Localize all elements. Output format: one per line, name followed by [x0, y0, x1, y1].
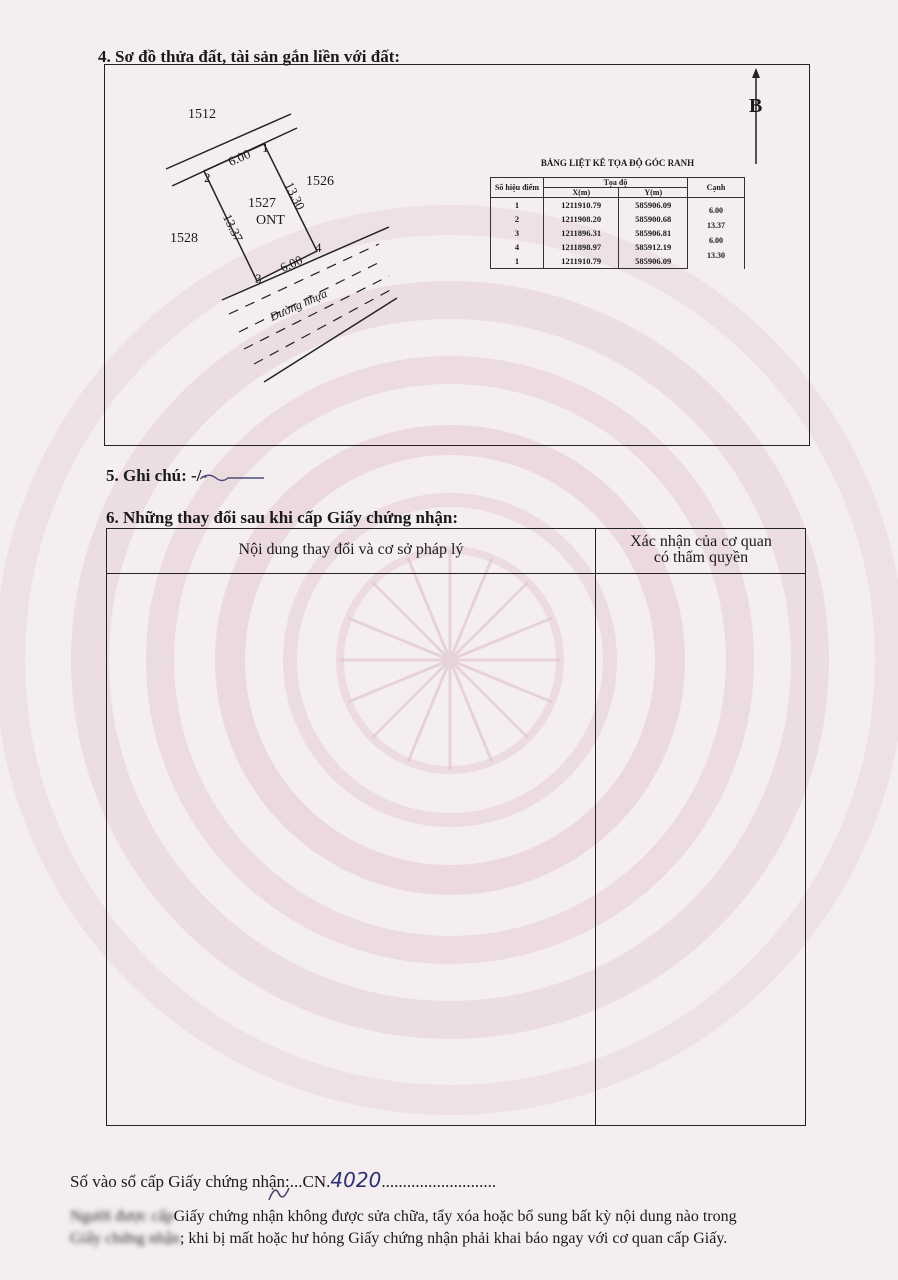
changes-col-content: Nội dung thay đổi và cơ sở pháp lý	[238, 541, 464, 558]
coord-x: 1211908.20	[544, 212, 619, 226]
coord-col-edge: Cạnh	[688, 178, 745, 198]
point-label-4: 4	[315, 240, 322, 255]
register-dots: ...........................	[381, 1172, 497, 1191]
edge-left-length: 13.37	[219, 211, 247, 245]
coord-col-point: Số hiệu điểm	[491, 178, 544, 198]
redacted-text: Giấy chứng nhận	[70, 1230, 180, 1247]
register-label: Số vào sổ cấp Giấy chứng nhận:...CN.	[70, 1172, 331, 1191]
coord-x: 1211898.97	[544, 240, 619, 254]
edge-bottom-length: 6.00	[277, 252, 305, 276]
coord-pt: 4	[491, 240, 544, 254]
coord-y: 585900.68	[619, 212, 688, 226]
edge-value: 13.37	[707, 221, 725, 231]
section6-heading: 6. Những thay đổi sau khi cấp Giấy chứng nhận:	[106, 508, 459, 527]
coord-table-title: BẢNG LIỆT KÊ TỌA ĐỘ GÓC RANH	[540, 158, 695, 168]
coord-x: 1211896.31	[544, 226, 619, 240]
coord-pt: 1	[491, 254, 544, 269]
coord-col-y: Y(m)	[619, 188, 688, 198]
footer-line-1	[70, 1208, 737, 1226]
changes-col-confirmation-line1: Xác nhận của cơ quan	[630, 533, 772, 550]
note-pen-stroke	[198, 470, 268, 486]
point-label-3: 3	[255, 271, 262, 286]
edge-value: 6.00	[709, 206, 723, 216]
footer-text-2: ; khi bị mất hoặc hư hỏng Giấy chứng nhận phải khai báo ngay với cơ quan cấp Giấy.	[179, 1230, 728, 1247]
coord-y: 585906.81	[619, 226, 688, 240]
road-label: Đường nhựa	[267, 286, 330, 324]
parcel-subject-number: 1527	[248, 196, 276, 211]
register-number: 4020	[330, 1168, 382, 1192]
parcel-subject-type: ONT	[256, 213, 285, 228]
coord-y: 585906.09	[619, 254, 688, 269]
coord-col-coord: Tọa độ	[544, 178, 688, 188]
redacted-text: Người được cấp	[70, 1208, 174, 1225]
edge-value: 13.30	[707, 251, 725, 261]
section4-heading: 4. Sơ đồ thửa đất, tài sản gắn liền với đất:	[98, 47, 401, 66]
parcel-north-label: 1512	[188, 107, 216, 122]
coord-y: 585912.19	[619, 240, 688, 254]
coord-col-x: X(m)	[544, 188, 619, 198]
point-label-2: 2	[204, 170, 211, 185]
parcel-east-label: 1526	[306, 174, 334, 189]
footer-text-1: Giấy chứng nhận không được sửa chữa, tẩy xóa hoặc bổ sung bất kỳ nội dung nào trong	[173, 1208, 737, 1225]
coord-y: 585906.09	[619, 198, 688, 213]
coord-x: 1211910.79	[544, 254, 619, 269]
table-row	[491, 198, 745, 213]
signature-mark	[265, 1180, 295, 1204]
changes-col-confirmation	[597, 534, 805, 566]
section5-heading: 5. Ghi chú: -/-	[106, 466, 208, 485]
coord-pt: 1	[491, 198, 544, 213]
coord-table	[490, 177, 745, 269]
coord-pt: 2	[491, 212, 544, 226]
parcel-west-label: 1528	[170, 231, 198, 246]
point-label-1: 1	[262, 140, 269, 155]
coord-pt: 3	[491, 226, 544, 240]
changes-table	[106, 528, 806, 1126]
changes-table-divider	[595, 529, 596, 1125]
edge-top-length: 6.00	[225, 146, 253, 170]
north-label: B	[749, 95, 763, 117]
coord-x: 1211910.79	[544, 198, 619, 213]
edge-value: 6.00	[709, 236, 723, 246]
changes-col-confirmation-line2: có thẩm quyền	[653, 549, 749, 566]
edge-right-length: 13.30	[281, 179, 309, 213]
footer-line-2	[70, 1230, 727, 1248]
